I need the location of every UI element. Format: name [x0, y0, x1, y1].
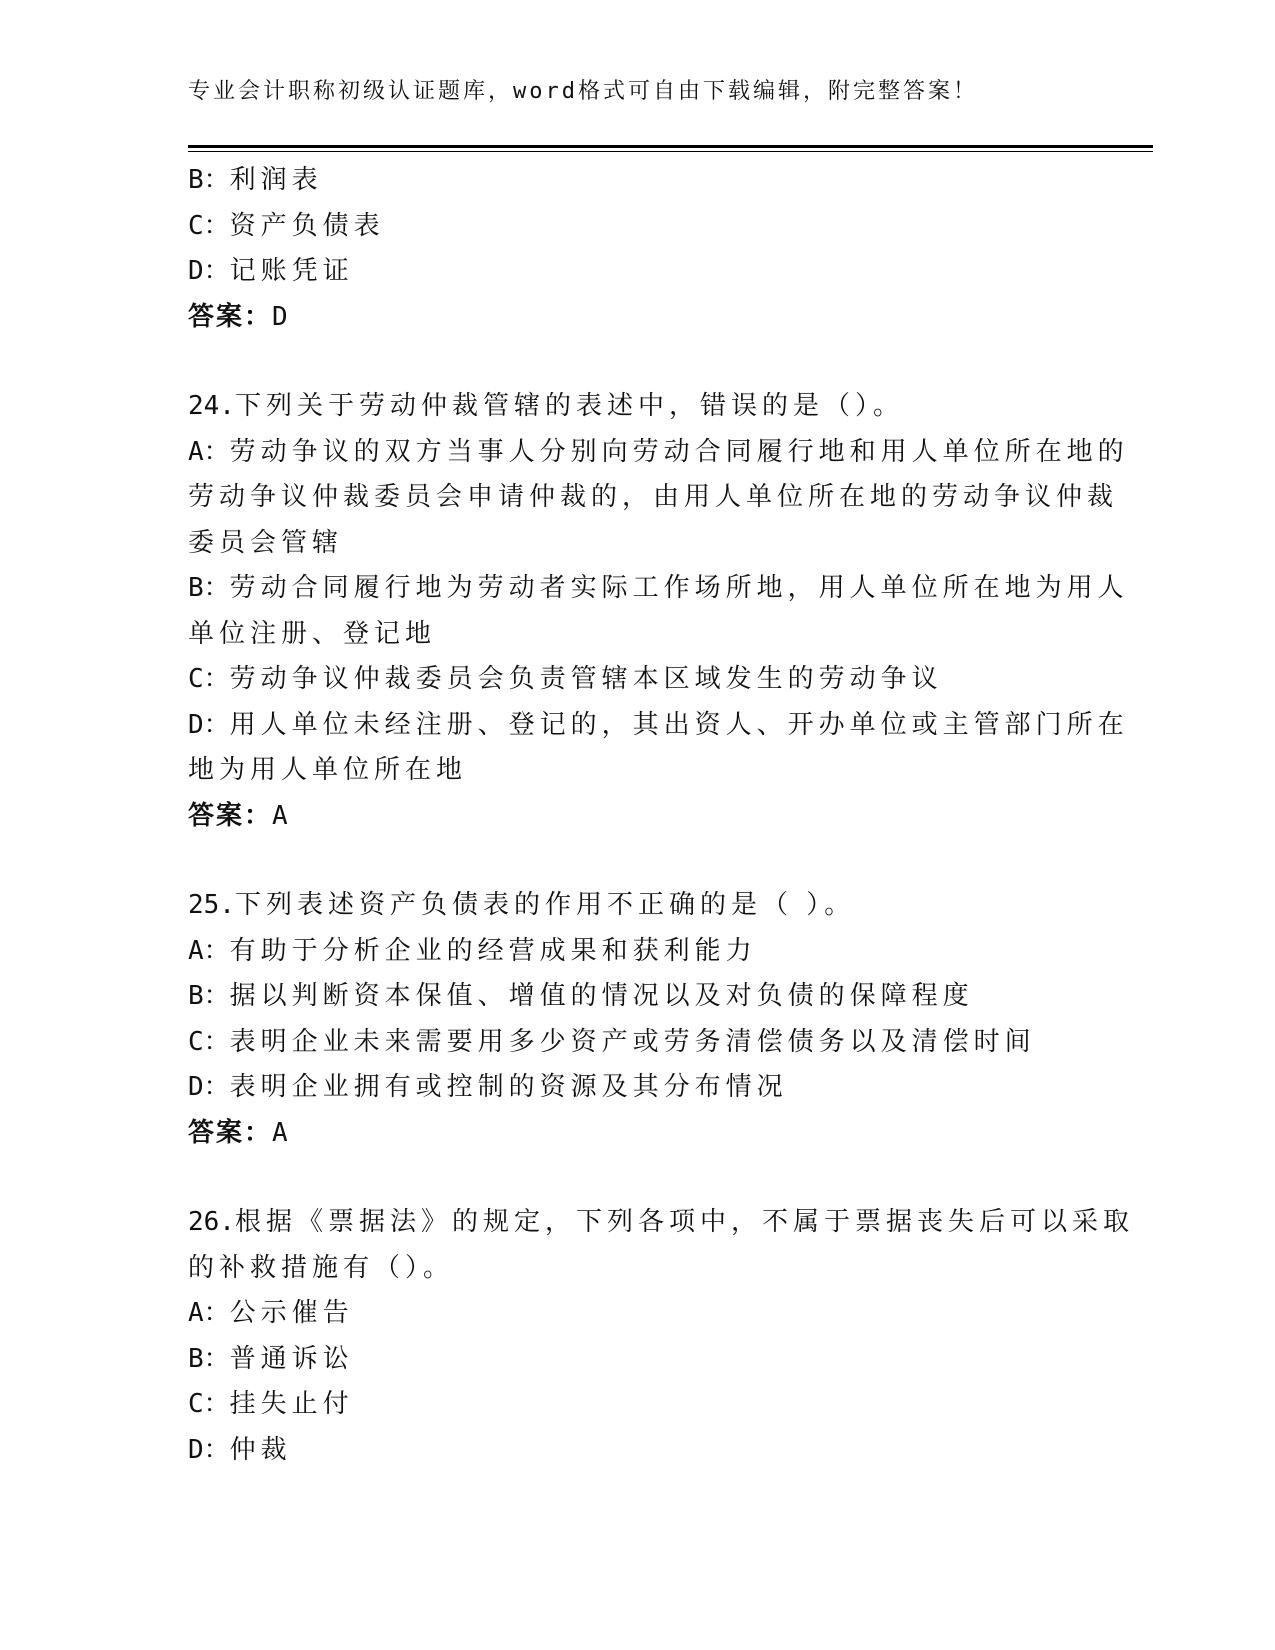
question-24 — [188, 384, 1129, 839]
option-key: B： — [188, 573, 230, 603]
option-b-cont: 单位注册、登记地 — [188, 618, 437, 649]
option-key: D： — [188, 1072, 230, 1102]
option-text: 劳动争议仲裁委员会负责管辖本区域发生的劳动争议 — [229, 664, 943, 694]
option-a — [188, 430, 1129, 476]
option-d — [188, 1065, 1068, 1111]
question-text: 下列表述资产负债表的作用不正确的是（ ）。 — [234, 890, 856, 920]
option-a — [188, 929, 1068, 975]
answer-value: D — [272, 301, 290, 332]
option-d — [188, 703, 1129, 749]
option-key: B： — [188, 1343, 230, 1374]
option-key: C： — [188, 664, 230, 694]
question-stem-cont: 的补救措施有（）。 — [188, 1252, 455, 1283]
answer-value: A — [272, 800, 290, 831]
option-key: A： — [188, 935, 230, 966]
question-stem — [188, 384, 1068, 430]
header-rule-thin — [188, 151, 1153, 152]
option-b — [188, 158, 1068, 204]
option-d — [188, 1428, 1068, 1474]
answer-label: 答案： — [188, 800, 273, 831]
option-key: A： — [188, 1298, 230, 1328]
option-c — [188, 1020, 1068, 1066]
question-number: 25. — [188, 890, 235, 920]
option-d — [188, 249, 1068, 295]
option-key: C： — [188, 1389, 230, 1419]
option-text: 表明企业未来需要用多少资产或劳务清偿债务以及清偿时间 — [229, 1026, 1036, 1057]
option-a-cont: 委员会管辖 — [188, 527, 344, 558]
option-a — [188, 1291, 1068, 1337]
answer-value: A — [272, 1117, 290, 1148]
option-text: 记账凭证 — [229, 256, 354, 286]
option-c — [188, 1382, 1068, 1428]
question-26 — [188, 1200, 1134, 1473]
question-25 — [188, 883, 1068, 1156]
answer-label: 答案： — [188, 1117, 273, 1148]
option-key: C： — [188, 1026, 230, 1057]
option-text: 据以判断资本保值、增值的情况以及对负债的保障程度 — [229, 981, 974, 1011]
option-key: D： — [188, 256, 230, 286]
question-stem — [188, 1200, 1134, 1246]
option-text: 仲裁 — [229, 1434, 292, 1465]
option-text: 挂失止付 — [229, 1389, 354, 1419]
answer-line — [188, 1111, 1068, 1157]
option-text: 资产负债表 — [229, 210, 385, 241]
option-text: 劳动争议的双方当事人分别向劳动合同履行地和用人单位所在地的 — [229, 436, 1129, 467]
option-a-cont: 劳动争议仲裁委员会申请仲裁的，由用人单位所在地的劳动争议仲裁 — [188, 482, 1119, 512]
answer-line — [188, 794, 1068, 840]
option-key: B： — [188, 165, 230, 195]
question-text: 根据《票据法》的规定，下列各项中，不属于票据丧失后可以采取 — [234, 1207, 1134, 1237]
header-rule-thick — [188, 145, 1153, 148]
option-key: D： — [188, 709, 230, 740]
option-key: B： — [188, 981, 230, 1011]
question-text: 下列关于劳动仲裁管辖的表述中，错误的是（）。 — [234, 391, 904, 421]
option-text: 表明企业拥有或控制的资源及其分布情况 — [229, 1072, 788, 1102]
option-text: 劳动合同履行地为劳动者实际工作场所地，用人单位所在地为用人 — [229, 573, 1129, 603]
question-number: 24. — [188, 391, 235, 421]
option-b — [188, 1337, 1068, 1383]
prev-question-block — [188, 158, 1068, 340]
document-body — [188, 158, 1134, 1473]
option-text: 公示催告 — [229, 1298, 354, 1328]
option-c — [188, 204, 1068, 250]
question-stem — [188, 883, 1068, 929]
option-c — [188, 657, 1068, 703]
option-b — [188, 566, 1129, 612]
option-text: 有助于分析企业的经营成果和获利能力 — [229, 935, 757, 966]
option-key: D： — [188, 1434, 230, 1465]
answer-label: 答案： — [188, 301, 273, 332]
option-text: 利润表 — [229, 165, 323, 195]
option-b — [188, 974, 1068, 1020]
option-text: 用人单位未经注册、登记的，其出资人、开办单位或主管部门所在 — [229, 709, 1129, 740]
answer-line — [188, 295, 1068, 341]
page-header: 专业会计职称初级认证题库，word格式可自由下载编辑，附完整答案！ — [188, 79, 978, 104]
option-key: A： — [188, 436, 230, 467]
question-number: 26. — [188, 1207, 235, 1237]
option-text: 普通诉讼 — [229, 1343, 354, 1374]
option-d-cont: 地为用人单位所在地 — [188, 755, 468, 785]
option-key: C： — [188, 210, 230, 241]
